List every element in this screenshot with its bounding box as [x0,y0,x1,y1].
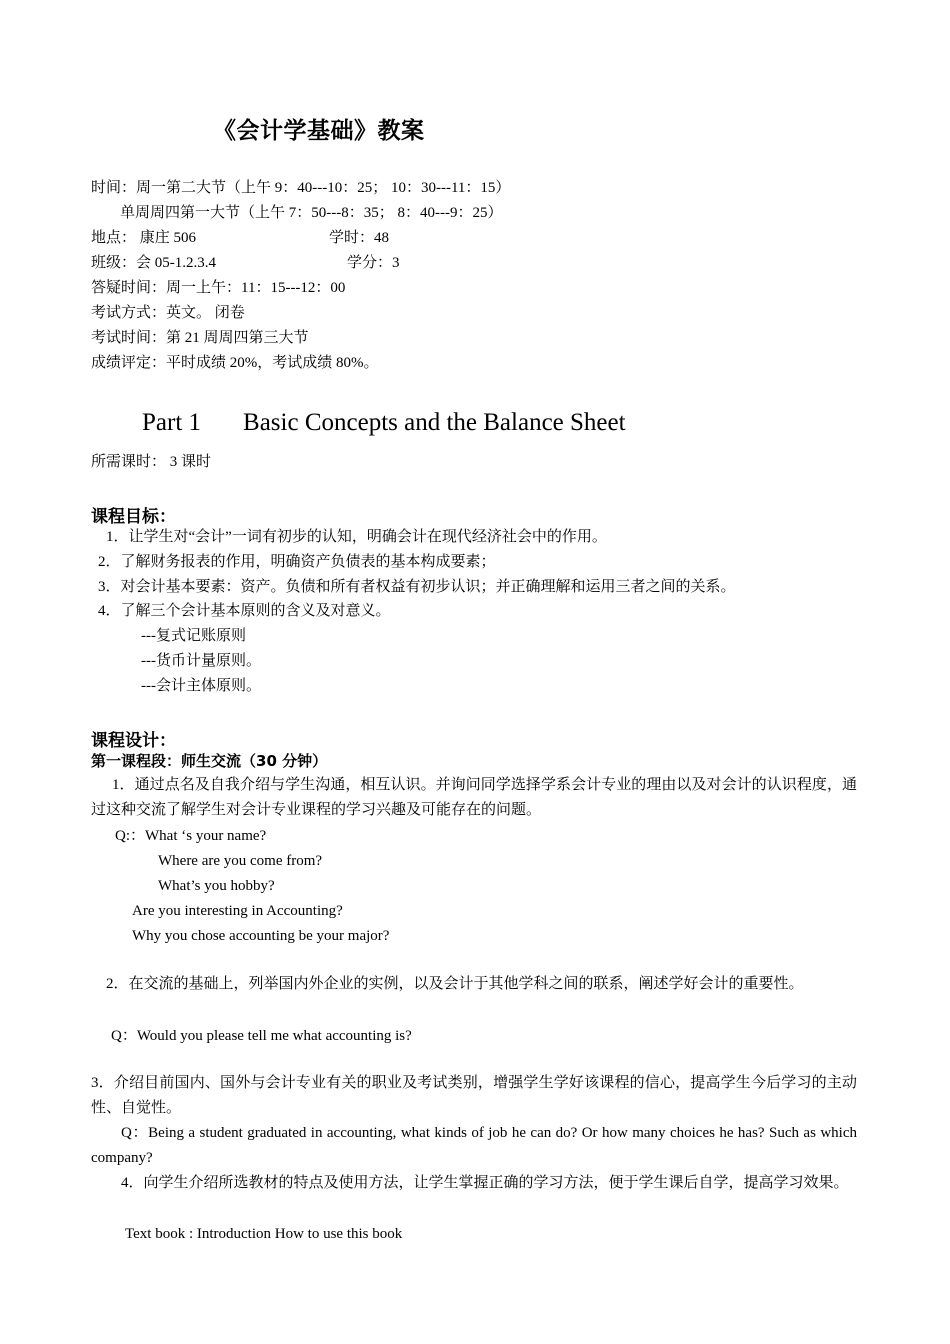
info-class: 班级：会 05-1.2.3.4 [91,255,216,271]
question-jobs: Q：Being a student graduated in accounting, what kinds of job he can do? Or how many choices he has? Such as which company? [91,1125,857,1166]
question-accounting: Q：Would you please tell me what accounting is? [111,1028,412,1044]
textbook-line: Text book : Introduction How to use this book [125,1226,403,1242]
design-heading: 课程设计： [91,731,176,751]
info-location: 地点： 康庄 506 [91,230,197,246]
paragraph-2: 2．在交流的基础上，列举国内外企业的实例，以及会计于其他学科之间的联系，阐述学好会计的重要性。 [106,976,804,992]
question-from: Where are you come from? [158,853,323,869]
goal-subitem-3: ---会计主体原则。 [141,678,261,694]
info-time: 时间：周一第二大节（上午 9：40---10：25； 10：30---11：15） [91,180,511,196]
question-major: Why you chose accounting be your major? [132,928,390,944]
goal-subitem-2: ---货币计量原则。 [141,653,261,669]
goal-item-4: 4．了解三个会计基本原则的含义及对意义。 [98,603,391,619]
part-number: Part 1 [142,409,202,436]
paragraph-3: 3．介绍目前国内、国外与会计专业有关的职业及考试类别，增强学生学好该课程的信心，提高学生今后学习的主动性、自觉性。 [91,1075,857,1116]
info-exam-method: 考试方式：英文。 闭卷 [91,305,245,321]
paragraph-1: 1．通过点名及自我介绍与学生沟通，相互认识。并询问同学选择学系会计专业的理由以及对会计的认识程度，通过这种交流了解学生对会计专业课程的学习兴趣及可能存在的问题。 [91,777,857,818]
question-name: Q:：What ‘s your name? [115,828,267,844]
goal-item-2: 2．了解财务报表的作用，明确资产负债表的基本构成要素； [98,554,496,570]
info-time-2: 单周周四第一大节（上午 7：50---8：35； 8：40---9：25） [120,205,503,221]
stage-1-heading: 第一课程段：师生交流（30 分钟） [91,752,328,770]
question-interest: Are you interesting in Accounting? [132,903,343,919]
required-hours: 所需课时： 3 课时 [91,454,212,470]
goal-subitem-1: ---复式记账原则 [141,628,246,644]
question-hobby: What’s you hobby? [158,878,275,894]
goals-heading: 课程目标： [91,507,176,527]
info-grading: 成绩评定：平时成绩 20%，考试成绩 80%。 [91,355,379,371]
paragraph-4: 4．向学生介绍所选教材的特点及使用方法，让学生掌握正确的学习方法，便于学生课后自学，提高学习效果。 [121,1175,849,1191]
info-exam-time: 考试时间：第 21 周周四第三大节 [91,330,309,346]
part-title: Basic Concepts and the Balance Sheet [243,409,626,436]
page-title: 《会计学基础》教案 [213,118,425,144]
part-heading [142,407,626,439]
goal-item-1: 1．让学生对“会计”一词有初步的认知，明确会计在现代经济社会中的作用。 [106,529,607,545]
goal-item-3: 3．对会计基本要素：资产。负债和所有者权益有初步认识；并正确理解和运用三者之间的关系。 [98,579,736,595]
info-office-hours: 答疑时间：周一上午：11：15---12：00 [91,280,346,296]
info-credits: 学分：3 [347,255,400,271]
info-hours: 学时：48 [329,230,390,246]
